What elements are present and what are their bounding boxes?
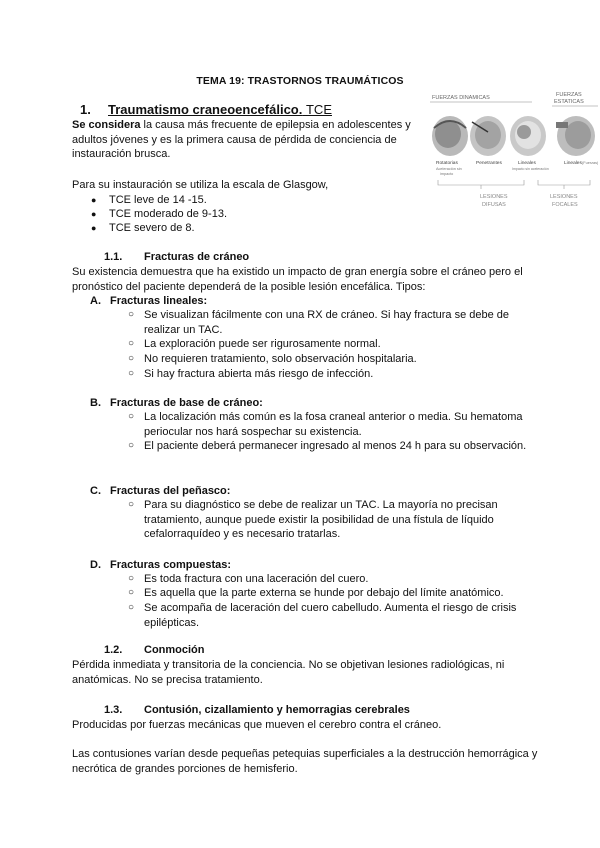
label-static-1: FUERZAS (556, 92, 582, 98)
list-item: ○ Es aquella que la parte externa se hunde por debajo del límite anatómico. (128, 587, 504, 599)
section-1-3-heading: 1.3. Contusión, cizallamiento y hemorragias cerebrales (104, 704, 410, 716)
forces-illustration (428, 88, 600, 238)
list-item: ○ El paciente deberá permanecer ingresado al menos 24 h para su observación. (128, 440, 527, 452)
subheading-b: B. Fracturas de base de cráneo: (90, 397, 263, 409)
section-1-1-text: Su existencia demuestra que ha existido un impacto de gran energía sobre el cráneo pero el pronóstico del paciente dependerá de la posible lesión encefálica. Tipos: (72, 266, 523, 293)
caption-rotational: Rotatorias (436, 161, 458, 166)
label-diffuse-1: LESIONES (480, 194, 508, 200)
list-item: ○ La exploración puede ser rigurosamente normal. (128, 338, 381, 350)
head-rotational-icon (432, 116, 468, 156)
section-1-intro (72, 118, 420, 162)
list-item: ● TCE leve de 14 -15. (91, 194, 207, 206)
list-item: ○ Para su diagnóstico se debe de realizar un TAC. La mayoría no precisan tratamiento, aunque puede existir la posibilidad de una fístula de líquido cefalorraquídeo y es necesario tratarlas. (128, 499, 498, 540)
svg-text:impacto: impacto (440, 172, 454, 176)
svg-text:(Fuerzas): (Fuerzas) (582, 161, 599, 165)
subheading-a: A. Fracturas lineales: (90, 295, 208, 307)
svg-text:Aceleración sin: Aceleración sin (436, 167, 462, 171)
subheading-c: C. Fracturas del peñasco: (90, 485, 231, 497)
label-diffuse-2: DIFUSAS (482, 202, 506, 208)
section-1-abbr: TCE (305, 102, 332, 117)
section-1-number: 1. (80, 102, 91, 117)
section-1-3-text-1: Producidas por fuerzas mecánicas que mueven el cerebro contra el cráneo. (72, 719, 442, 731)
label-focal-1: LESIONES (550, 194, 578, 200)
subheading-d: D. Fracturas compuestas: (90, 559, 232, 571)
section-1-title: Traumatismo craneoencefálico. (108, 102, 303, 117)
glasgow-text: Para su instauración se utiliza la escala de Glasgow, (72, 179, 329, 191)
trauma-forces-figure (428, 88, 600, 238)
list-item: ○ Se visualizan fácilmente con una RX de cráneo. Si hay fractura se debe de realizar un TAC. (128, 309, 510, 336)
list-item: ● TCE severo de 8. (91, 222, 195, 234)
head-linear-icon (510, 116, 546, 156)
list-item: ○ La localización más común es la fosa craneal anterior o media. Su hematoma periocular nos hará sospechar su existencia. (128, 411, 523, 438)
list-item: ○ No requieren tratamiento, solo observación hospitalaria. (128, 353, 417, 365)
caption-linear: Lineales (518, 161, 536, 166)
head-penetrating-icon (470, 116, 506, 156)
label-dynamic: FUERZAS DINAMICAS (432, 95, 490, 101)
intro-text: la causa más frecuente de epilepsia en adolescentes y adultos jóvenes y es la primera causa de pérdida de conciencia de instauración brusca. (72, 119, 411, 160)
list-item: ● TCE moderado de 9-13. (91, 208, 228, 220)
intro-bold: Se considera (72, 119, 141, 131)
list-item: ○ Se acompaña de laceración del cuero cabelludo. Aumenta el riesgo de crisis epilépticas. (128, 602, 517, 629)
head-static-icon (556, 116, 595, 156)
label-static-2: ESTATICAS (554, 99, 584, 105)
list-item: ○ Si hay fractura abierta más riesgo de infección. (128, 368, 374, 380)
section-1-heading (80, 102, 332, 118)
section-1-2-heading: 1.2. Conmoción (104, 644, 205, 656)
caption-static: Lineales (564, 161, 582, 166)
document-title: TEMA 19: TRASTORNOS TRAUMÁTICOS (196, 75, 404, 87)
section-1-3-text-2: Las contusiones varían desde pequeñas petequias superficiales a la destrucción hemorrágica y necrótica de grandes porciones de hemisferio. (72, 748, 538, 775)
section-1-2-text: Pérdida inmediata y transitoria de la conciencia. No se objetivan lesiones radiológicas, ni anatómicas. No se precisa tratamiento. (72, 659, 505, 686)
section-1-1-heading: 1.1. Fracturas de cráneo (104, 251, 250, 263)
svg-text:Impacto sin aceleración: Impacto sin aceleración (512, 167, 549, 171)
caption-penetrating: Penetrantes (476, 161, 502, 166)
label-focal-2: FOCALES (552, 202, 578, 208)
list-item: ○ Es toda fractura con una laceración del cuero. (128, 573, 369, 585)
